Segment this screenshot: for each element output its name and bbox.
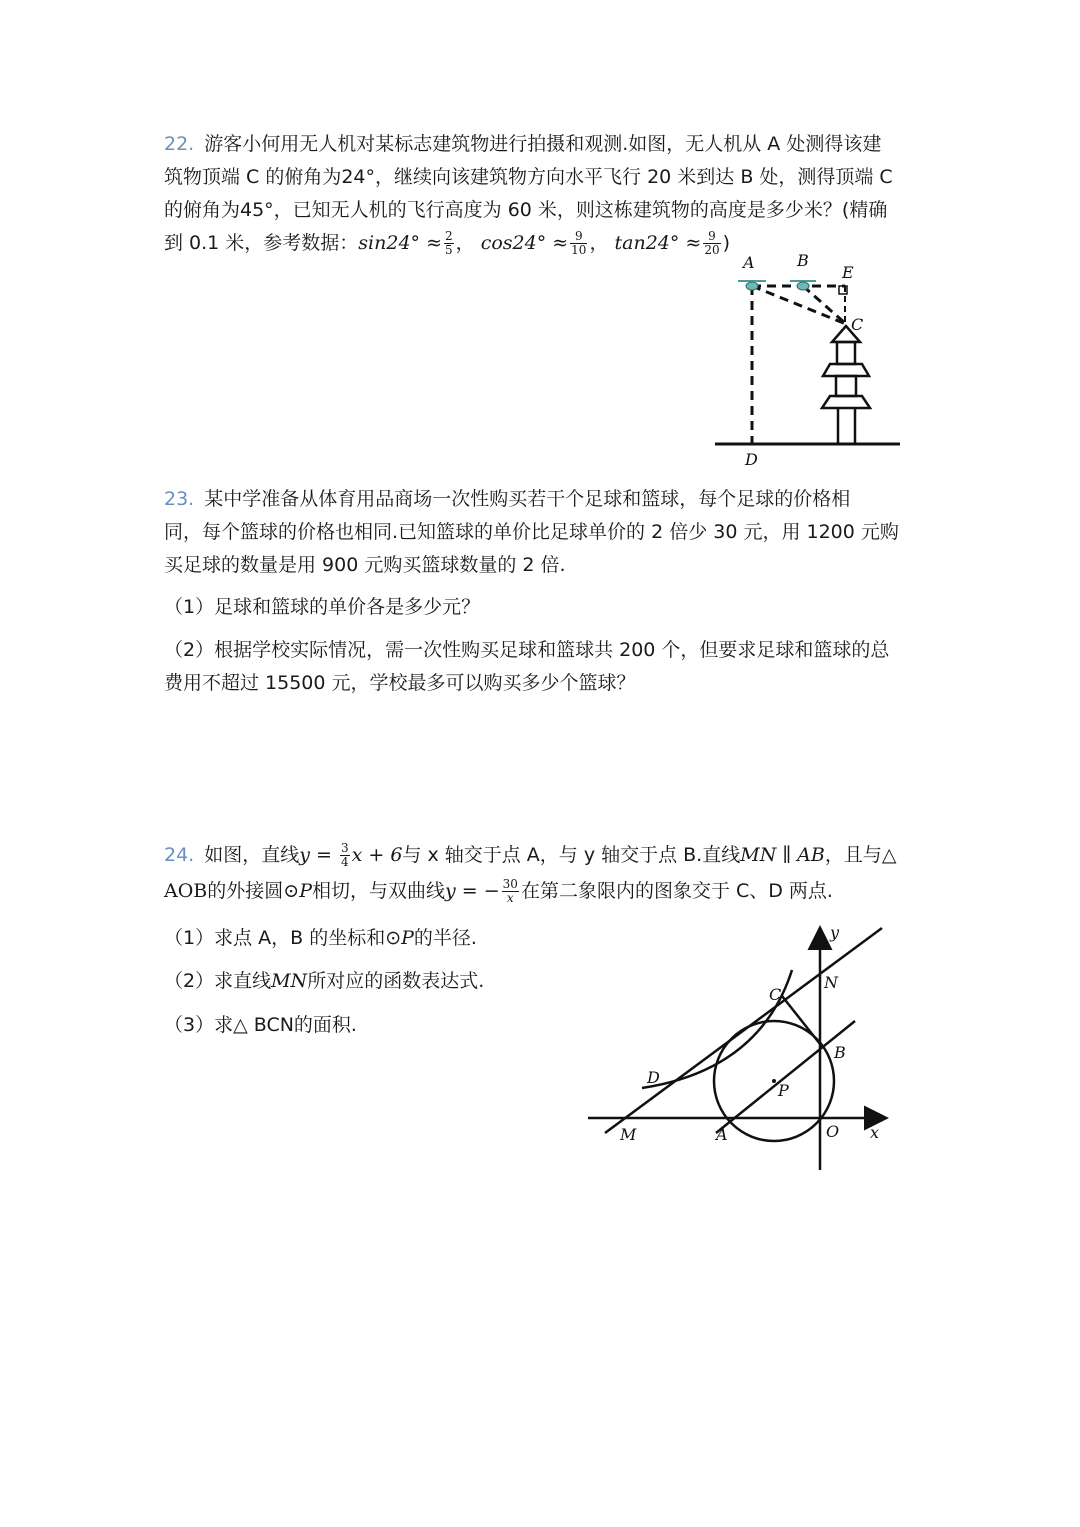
q24-p1-p: P [401, 927, 414, 949]
q24-text-a: 如图，直线 [204, 844, 300, 866]
q24-part-2 [164, 968, 484, 994]
label-B: B [797, 251, 809, 270]
center-P-dot [772, 1079, 776, 1083]
label-A: A [716, 1125, 728, 1144]
q24-line-1 [164, 842, 896, 869]
q24-p2-mn: MN [271, 970, 308, 992]
pagoda-icon [822, 326, 870, 444]
line-MN [605, 928, 882, 1133]
q23-part-2-line-1: （2）根据学校实际情况，需一次性购买足球和篮球共 200 个，但要求足球和篮球的总 [164, 639, 890, 661]
label-P: P [778, 1081, 789, 1100]
q23-number: 23. [164, 488, 195, 510]
line-AC [752, 286, 846, 324]
q24-text-c: ，且与△ [824, 844, 897, 866]
label-x: x [870, 1123, 880, 1142]
q24-part-1 [164, 925, 477, 951]
q23-part-2-line-2: 费用不超过 15500 元，学校最多可以购买多少个篮球？ [164, 672, 636, 694]
label-E: E [842, 263, 854, 282]
mn-parallel-ab: MN ∥ AB [740, 844, 825, 866]
q23-text-1: 某中学准备从体育用品商场一次性购买若干个足球和篮球，每个足球的价格相 [204, 488, 851, 510]
tan-fraction: $\frac{9}{20}$ [704, 229, 720, 257]
label-N: N [824, 973, 838, 992]
hyperbola-eq: y = − [445, 880, 500, 902]
q22-line-2: 筑物顶端 C 的俯角为24°，继续向该建筑物方向水平飞行 20 米到达 B 处，测得顶端 C [164, 166, 893, 188]
label-A: A [743, 253, 755, 272]
q22-line-1 [164, 131, 881, 157]
label-B: B [834, 1043, 846, 1062]
q22-number: 22. [164, 133, 195, 155]
q24-text-d: AOB的外接圆⊙ [164, 880, 300, 902]
label-y: y [830, 923, 840, 942]
sin-fraction: $\frac{2}{5}$ [445, 229, 453, 257]
q24-p2-text: （2）求直线 [164, 970, 272, 992]
sin-label: sin24° ≈ [358, 232, 442, 254]
q24-p1-text-b: 的半径. [413, 927, 477, 949]
label-O: O [826, 1122, 840, 1141]
tan-label: tan24° ≈ [614, 232, 702, 254]
q23-part-1: （1）足球和篮球的单价各是多少元？ [164, 596, 481, 618]
frac-3-4: $\frac{3}{4}$ [340, 841, 349, 869]
separator: ， [455, 232, 475, 254]
label-M: M [620, 1125, 637, 1144]
q24-p2-text-b: 所对应的函数表达式. [307, 970, 485, 992]
eq-y: y = [299, 844, 338, 866]
eq-rest: x + 6 [351, 844, 403, 866]
q24-figure [580, 918, 900, 1178]
q24-text-b: 与 x 轴交于点 A，与 y 轴交于点 B.直线 [402, 844, 741, 866]
segment-CB [782, 996, 820, 1044]
q24-part-3: （3）求△ BCN的面积. [164, 1014, 357, 1036]
separator: ， [589, 232, 609, 254]
q23-line-1 [164, 486, 850, 512]
drone-A-icon [738, 281, 766, 290]
label-C: C [851, 315, 864, 334]
label-D: D [647, 1068, 660, 1087]
q24-text-e: 相切，与双曲线 [311, 880, 445, 902]
q24-line-2 [164, 878, 833, 905]
q24-text-f: 在第二象限内的图象交于 C、D 两点. [520, 880, 833, 902]
q23-line-3: 买足球的数量是用 900 元购买篮球数量的 2 倍. [164, 554, 566, 576]
label-D: D [745, 450, 758, 469]
circle-p: P [299, 880, 312, 902]
close-paren: ) [722, 232, 731, 254]
q22-line-3: 的俯角为45°，已知无人机的飞行高度为 60 米，则这栋建筑物的高度是多少米？(精确 [164, 199, 888, 221]
q23-line-2: 同，每个篮球的价格也相同.已知篮球的单价比足球单价的 2 倍少 30 元，用 1200 元购 [164, 521, 899, 543]
label-C: C [769, 985, 782, 1004]
cos-fraction: $\frac{9}{10}$ [571, 229, 587, 257]
q24-p1-text: （1）求点 A，B 的坐标和⊙ [164, 927, 402, 949]
q24-number: 24. [164, 844, 195, 866]
frac-30-x: $\frac{30}{x}$ [502, 877, 518, 905]
cos-label: cos24° ≈ [480, 232, 569, 254]
q22-line-4 [164, 230, 730, 257]
q22-text-1: 游客小何用无人机对某标志建筑物进行拍摄和观测.如图，无人机从 A 处测得该建 [204, 133, 882, 155]
q22-figure [705, 248, 915, 470]
q22-line4-prefix: 到 0.1 米，参考数据： [164, 232, 359, 254]
